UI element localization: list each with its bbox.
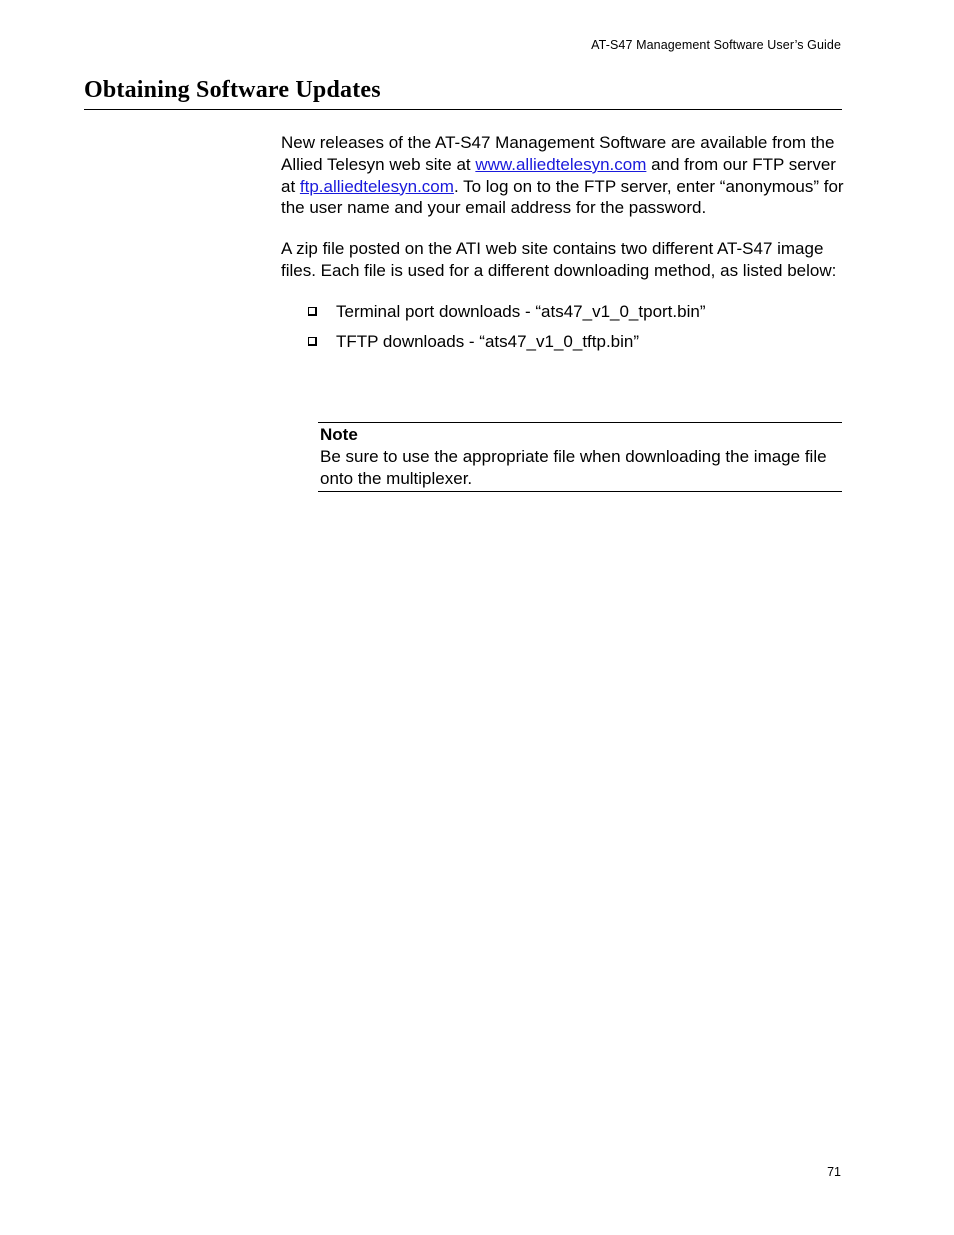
note-text: Be sure to use the appropriate file when downloading the image file onto the multiplexer. bbox=[320, 446, 827, 488]
list-item-text: Terminal port downloads - “ats47_v1_0_tport.bin” bbox=[336, 301, 706, 321]
ftp-link[interactable]: ftp.alliedtelesyn.com bbox=[299, 176, 454, 196]
checkbox-bullet-icon bbox=[308, 337, 317, 346]
running-header: AT-S47 Management Software User’s Guide bbox=[591, 38, 841, 52]
main-content bbox=[281, 132, 844, 360]
page-number: 71 bbox=[827, 1165, 841, 1179]
list-item bbox=[308, 331, 844, 353]
website-link[interactable]: www.alliedtelesyn.com bbox=[475, 154, 647, 174]
title-divider bbox=[84, 109, 842, 110]
note-box bbox=[318, 422, 842, 492]
paragraph-updates bbox=[281, 132, 844, 219]
paragraph-text: and from our FTP server at bbox=[281, 154, 836, 196]
paragraph-zip-file: A zip file posted on the ATI web site contains two different AT-S47 image files. Each file is used for a different downloading method, as listed below: bbox=[281, 239, 837, 280]
page-title: Obtaining Software Updates bbox=[84, 77, 381, 103]
list-item bbox=[308, 301, 844, 323]
image-file-list bbox=[281, 301, 844, 353]
paragraph-text: . To log on to the FTP server, enter “anonymous” for the user name and your email address for the password. bbox=[281, 176, 844, 218]
paragraph-text: New releases of the AT-S47 Management Software are available from the Allied Telesyn web site at bbox=[281, 133, 835, 174]
note-title: Note bbox=[320, 425, 358, 444]
checkbox-bullet-icon bbox=[308, 307, 317, 316]
list-item-text: TFTP downloads - “ats47_v1_0_tftp.bin” bbox=[336, 331, 640, 351]
